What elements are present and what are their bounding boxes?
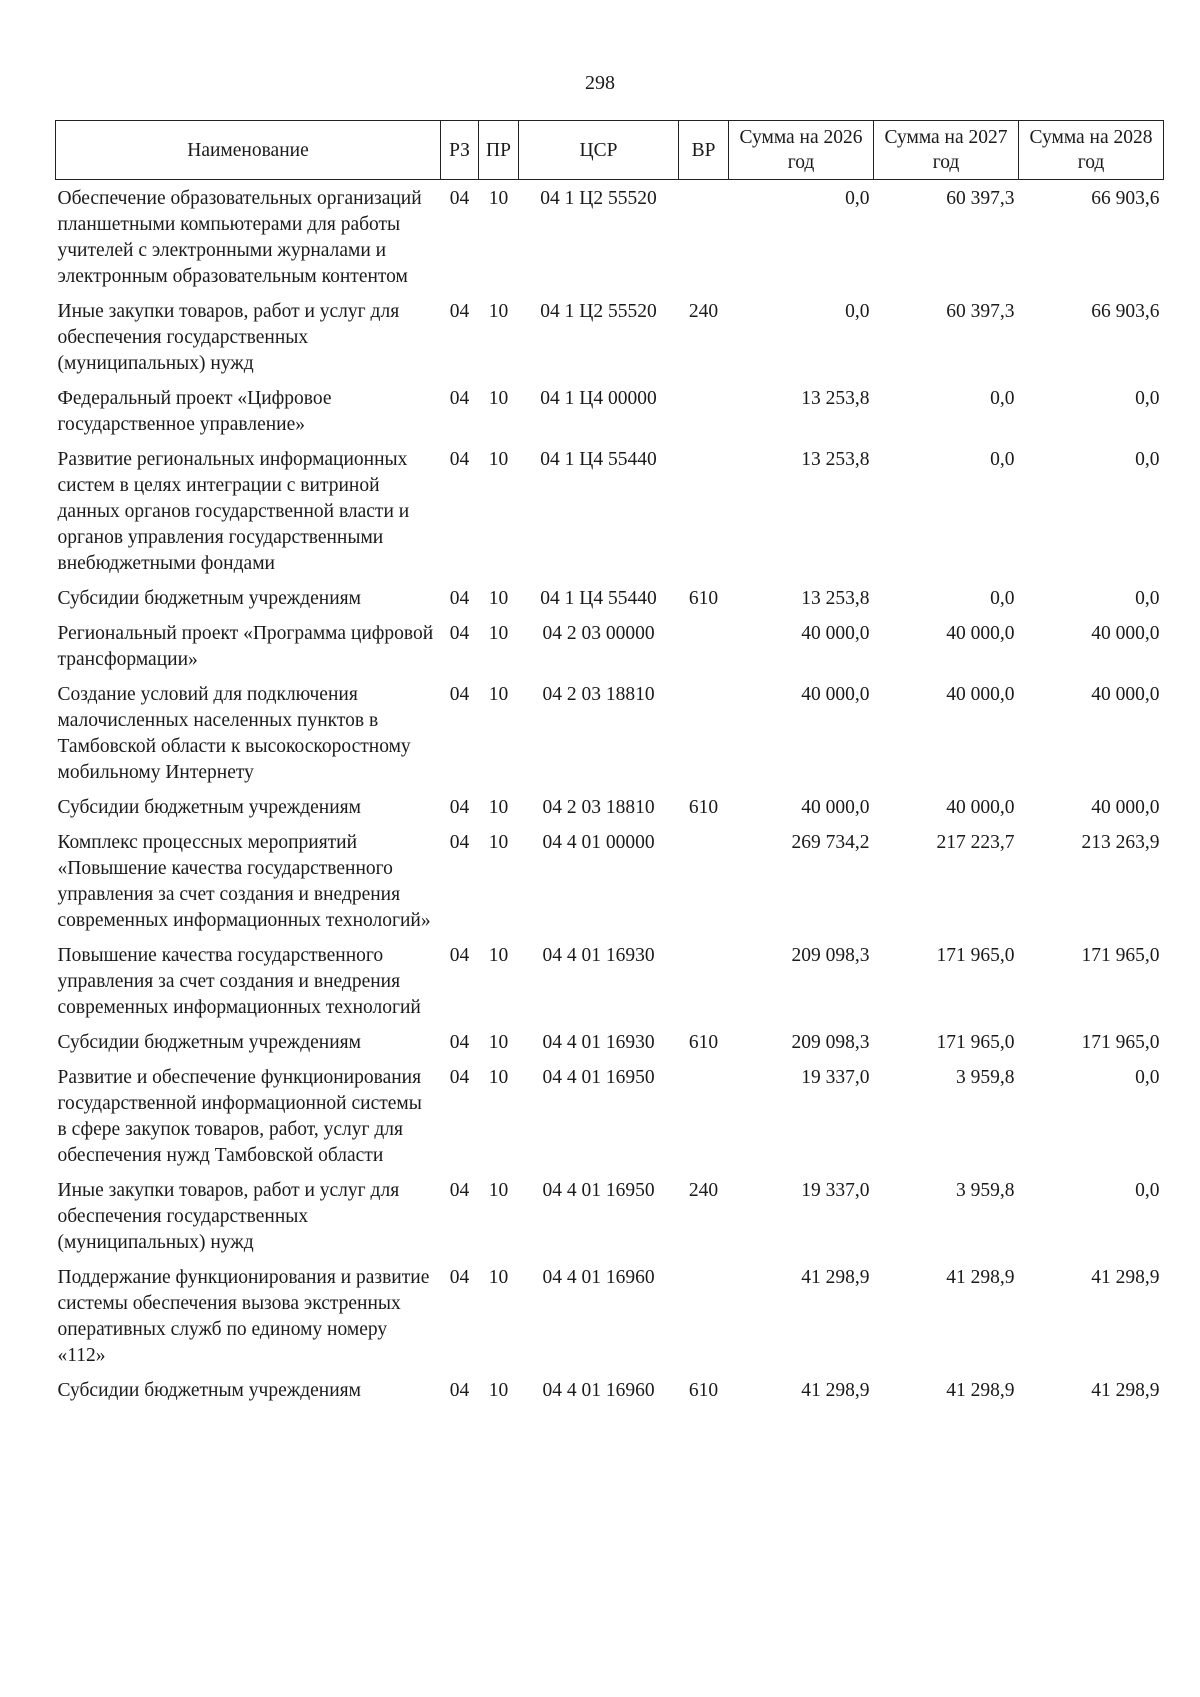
row-csr: 04 2 03 18810 xyxy=(542,684,655,705)
row-name: Комплекс процессных мероприятий «Повышение качества государственного управления за счет создания и внедрения современных информационных технологий» xyxy=(57,832,431,931)
row-rz: 04 xyxy=(449,797,470,818)
table-row xyxy=(56,441,1164,580)
row-sum-2028: 41 298,9 xyxy=(1091,1380,1160,1401)
row-name: Развитие региональных информационных систем в целях интеграции с витриной данных органов государственной власти и органов управления государственными внебюджетными фондами xyxy=(57,449,410,574)
row-csr: 04 4 01 16960 xyxy=(542,1267,655,1288)
row-sum-2026: 40 000,0 xyxy=(801,797,870,818)
row-csr: 04 1 Ц2 55520 xyxy=(540,301,657,322)
row-sum-2028: 66 903,6 xyxy=(1091,188,1160,209)
row-sum-2027: 40 000,0 xyxy=(946,797,1015,818)
table-row xyxy=(56,580,1164,615)
row-rz: 04 xyxy=(449,623,470,644)
row-sum-2028: 0,0 xyxy=(1135,388,1160,409)
row-vr: 610 xyxy=(688,797,719,818)
row-vr: 610 xyxy=(688,588,719,609)
row-sum-2026: 209 098,3 xyxy=(791,1032,870,1053)
row-rz: 04 xyxy=(449,945,470,966)
row-sum-2026: 41 298,9 xyxy=(801,1380,870,1401)
row-rz: 04 xyxy=(449,1032,470,1053)
row-rz: 04 xyxy=(449,1067,470,1088)
row-sum-2028: 171 965,0 xyxy=(1081,945,1160,966)
row-sum-2028: 40 000,0 xyxy=(1091,623,1160,644)
header-pr: ПР xyxy=(479,121,519,180)
row-sum-2028: 0,0 xyxy=(1135,449,1160,470)
row-pr: 10 xyxy=(488,1380,509,1401)
row-rz: 04 xyxy=(449,1180,470,1201)
row-sum-2026: 269 734,2 xyxy=(791,832,870,853)
table-row xyxy=(56,615,1164,676)
row-sum-2028: 40 000,0 xyxy=(1091,797,1160,818)
row-sum-2026: 0,0 xyxy=(845,188,870,209)
row-name: Развитие и обеспечение функционирования государственной информационной системы в сфере закупок товаров, работ, услуг для обеспечения нужд Тамбовской области xyxy=(57,1067,422,1166)
header-sum-2026: Сумма на 2026 год xyxy=(729,121,874,180)
table-row xyxy=(56,1372,1164,1407)
row-sum-2027: 40 000,0 xyxy=(946,684,1015,705)
row-vr xyxy=(679,1059,729,1172)
row-pr: 10 xyxy=(488,301,509,322)
row-csr: 04 4 01 16930 xyxy=(542,945,655,966)
row-rz: 04 xyxy=(449,301,470,322)
header-rz: РЗ xyxy=(441,121,479,180)
table-row xyxy=(56,1024,1164,1059)
row-name: Субсидии бюджетным учреждениям xyxy=(57,797,361,818)
row-sum-2027: 171 965,0 xyxy=(936,945,1015,966)
row-pr: 10 xyxy=(488,832,509,853)
row-rz: 04 xyxy=(449,684,470,705)
header-name: Наименование xyxy=(56,121,441,180)
row-sum-2026: 0,0 xyxy=(845,301,870,322)
row-sum-2027: 41 298,9 xyxy=(946,1267,1015,1288)
row-rz: 04 xyxy=(449,388,470,409)
table-row xyxy=(56,380,1164,441)
row-name: Региональный проект «Программа цифровой трансформации» xyxy=(57,623,434,670)
row-name: Иные закупки товаров, работ и услуг для обеспечения государственных (муниципальных) нужд xyxy=(57,301,400,374)
header-sum-2027: Сумма на 2027 год xyxy=(874,121,1019,180)
row-sum-2026: 19 337,0 xyxy=(801,1067,870,1088)
row-sum-2027: 3 959,8 xyxy=(956,1067,1015,1088)
row-name: Субсидии бюджетным учреждениям xyxy=(57,1380,361,1401)
row-pr: 10 xyxy=(488,588,509,609)
row-rz: 04 xyxy=(449,1380,470,1401)
row-sum-2028: 41 298,9 xyxy=(1091,1267,1160,1288)
table-row xyxy=(56,937,1164,1024)
row-sum-2027: 60 397,3 xyxy=(946,188,1015,209)
table-row xyxy=(56,180,1164,294)
row-sum-2027: 60 397,3 xyxy=(946,301,1015,322)
row-vr xyxy=(679,180,729,294)
row-sum-2026: 40 000,0 xyxy=(801,684,870,705)
row-sum-2027: 217 223,7 xyxy=(936,832,1015,853)
row-csr: 04 4 01 16950 xyxy=(542,1067,655,1088)
row-name: Обеспечение образовательных организаций планшетными компьютерами для работы учителей с электронными журналами и электронным образовательным контентом xyxy=(57,188,422,287)
row-csr: 04 4 01 16930 xyxy=(542,1032,655,1053)
row-rz: 04 xyxy=(449,832,470,853)
row-sum-2027: 3 959,8 xyxy=(956,1180,1015,1201)
row-sum-2028: 0,0 xyxy=(1135,1180,1160,1201)
row-vr xyxy=(679,380,729,441)
row-sum-2027: 41 298,9 xyxy=(946,1380,1015,1401)
row-sum-2026: 41 298,9 xyxy=(801,1267,870,1288)
row-sum-2027: 0,0 xyxy=(990,588,1015,609)
row-csr: 04 2 03 18810 xyxy=(542,797,655,818)
budget-table xyxy=(55,120,1164,1407)
row-vr: 610 xyxy=(688,1032,719,1053)
row-pr: 10 xyxy=(488,388,509,409)
page-number: 298 xyxy=(585,72,615,94)
row-csr: 04 4 01 16960 xyxy=(542,1380,655,1401)
row-name: Иные закупки товаров, работ и услуг для обеспечения государственных (муниципальных) нужд xyxy=(57,1180,400,1253)
header-sum-2028: Сумма на 2028 год xyxy=(1019,121,1164,180)
row-sum-2028: 40 000,0 xyxy=(1091,684,1160,705)
row-sum-2028: 0,0 xyxy=(1135,588,1160,609)
header-csr: ЦСР xyxy=(519,121,679,180)
row-name: Субсидии бюджетным учреждениям xyxy=(57,588,361,609)
table-body xyxy=(56,180,1164,1408)
row-sum-2028: 213 263,9 xyxy=(1081,832,1160,853)
row-csr: 04 1 Ц2 55520 xyxy=(540,188,657,209)
row-vr xyxy=(679,441,729,580)
row-vr xyxy=(679,824,729,937)
table-row xyxy=(56,293,1164,380)
row-vr: 610 xyxy=(688,1380,719,1401)
table-row xyxy=(56,1259,1164,1372)
header-vr: ВР xyxy=(679,121,729,180)
row-vr xyxy=(679,615,729,676)
row-sum-2026: 13 253,8 xyxy=(801,588,870,609)
row-vr xyxy=(679,1259,729,1372)
row-csr: 04 4 01 00000 xyxy=(542,832,655,853)
row-csr: 04 2 03 00000 xyxy=(542,623,655,644)
row-sum-2027: 0,0 xyxy=(990,388,1015,409)
row-name: Субсидии бюджетным учреждениям xyxy=(57,1032,361,1053)
row-pr: 10 xyxy=(488,449,509,470)
row-csr: 04 1 Ц4 55440 xyxy=(540,449,657,470)
table-row xyxy=(56,1059,1164,1172)
row-vr xyxy=(679,676,729,789)
row-pr: 10 xyxy=(488,188,509,209)
row-pr: 10 xyxy=(488,623,509,644)
header-row xyxy=(56,121,1164,180)
table-row xyxy=(56,789,1164,824)
row-rz: 04 xyxy=(449,1267,470,1288)
row-rz: 04 xyxy=(449,188,470,209)
row-sum-2028: 0,0 xyxy=(1135,1067,1160,1088)
table-row xyxy=(56,676,1164,789)
row-sum-2026: 19 337,0 xyxy=(801,1180,870,1201)
row-sum-2026: 13 253,8 xyxy=(801,388,870,409)
row-vr: 240 xyxy=(688,1180,719,1201)
row-name: Федеральный проект «Цифровое государственное управление» xyxy=(57,388,332,435)
row-sum-2028: 66 903,6 xyxy=(1091,301,1160,322)
row-sum-2027: 40 000,0 xyxy=(946,623,1015,644)
table-header xyxy=(56,121,1164,180)
row-sum-2027: 171 965,0 xyxy=(936,1032,1015,1053)
row-vr: 240 xyxy=(688,301,719,322)
row-pr: 10 xyxy=(488,797,509,818)
row-name: Создание условий для подключения малочисленных населенных пунктов в Тамбовской области к высокоскоростному мобильному Интернету xyxy=(57,684,411,783)
row-sum-2026: 209 098,3 xyxy=(791,945,870,966)
row-pr: 10 xyxy=(488,945,509,966)
row-rz: 04 xyxy=(449,588,470,609)
row-csr: 04 4 01 16950 xyxy=(542,1180,655,1201)
row-name: Поддержание функционирования и развитие системы обеспечения вызова экстренных оперативных служб по единому номеру «112» xyxy=(57,1267,430,1366)
row-sum-2026: 40 000,0 xyxy=(801,623,870,644)
row-sum-2027: 0,0 xyxy=(990,449,1015,470)
table-row xyxy=(56,824,1164,937)
row-pr: 10 xyxy=(488,1067,509,1088)
table-row xyxy=(56,1172,1164,1259)
row-sum-2026: 13 253,8 xyxy=(801,449,870,470)
row-name: Повышение качества государственного управления за счет создания и внедрения современных информационных технологий xyxy=(57,945,421,1018)
row-vr xyxy=(679,937,729,1024)
row-sum-2028: 171 965,0 xyxy=(1081,1032,1160,1053)
row-pr: 10 xyxy=(488,1032,509,1053)
row-csr: 04 1 Ц4 55440 xyxy=(540,588,657,609)
row-rz: 04 xyxy=(449,449,470,470)
row-csr: 04 1 Ц4 00000 xyxy=(540,388,657,409)
row-pr: 10 xyxy=(488,1267,509,1288)
row-pr: 10 xyxy=(488,1180,509,1201)
row-pr: 10 xyxy=(488,684,509,705)
